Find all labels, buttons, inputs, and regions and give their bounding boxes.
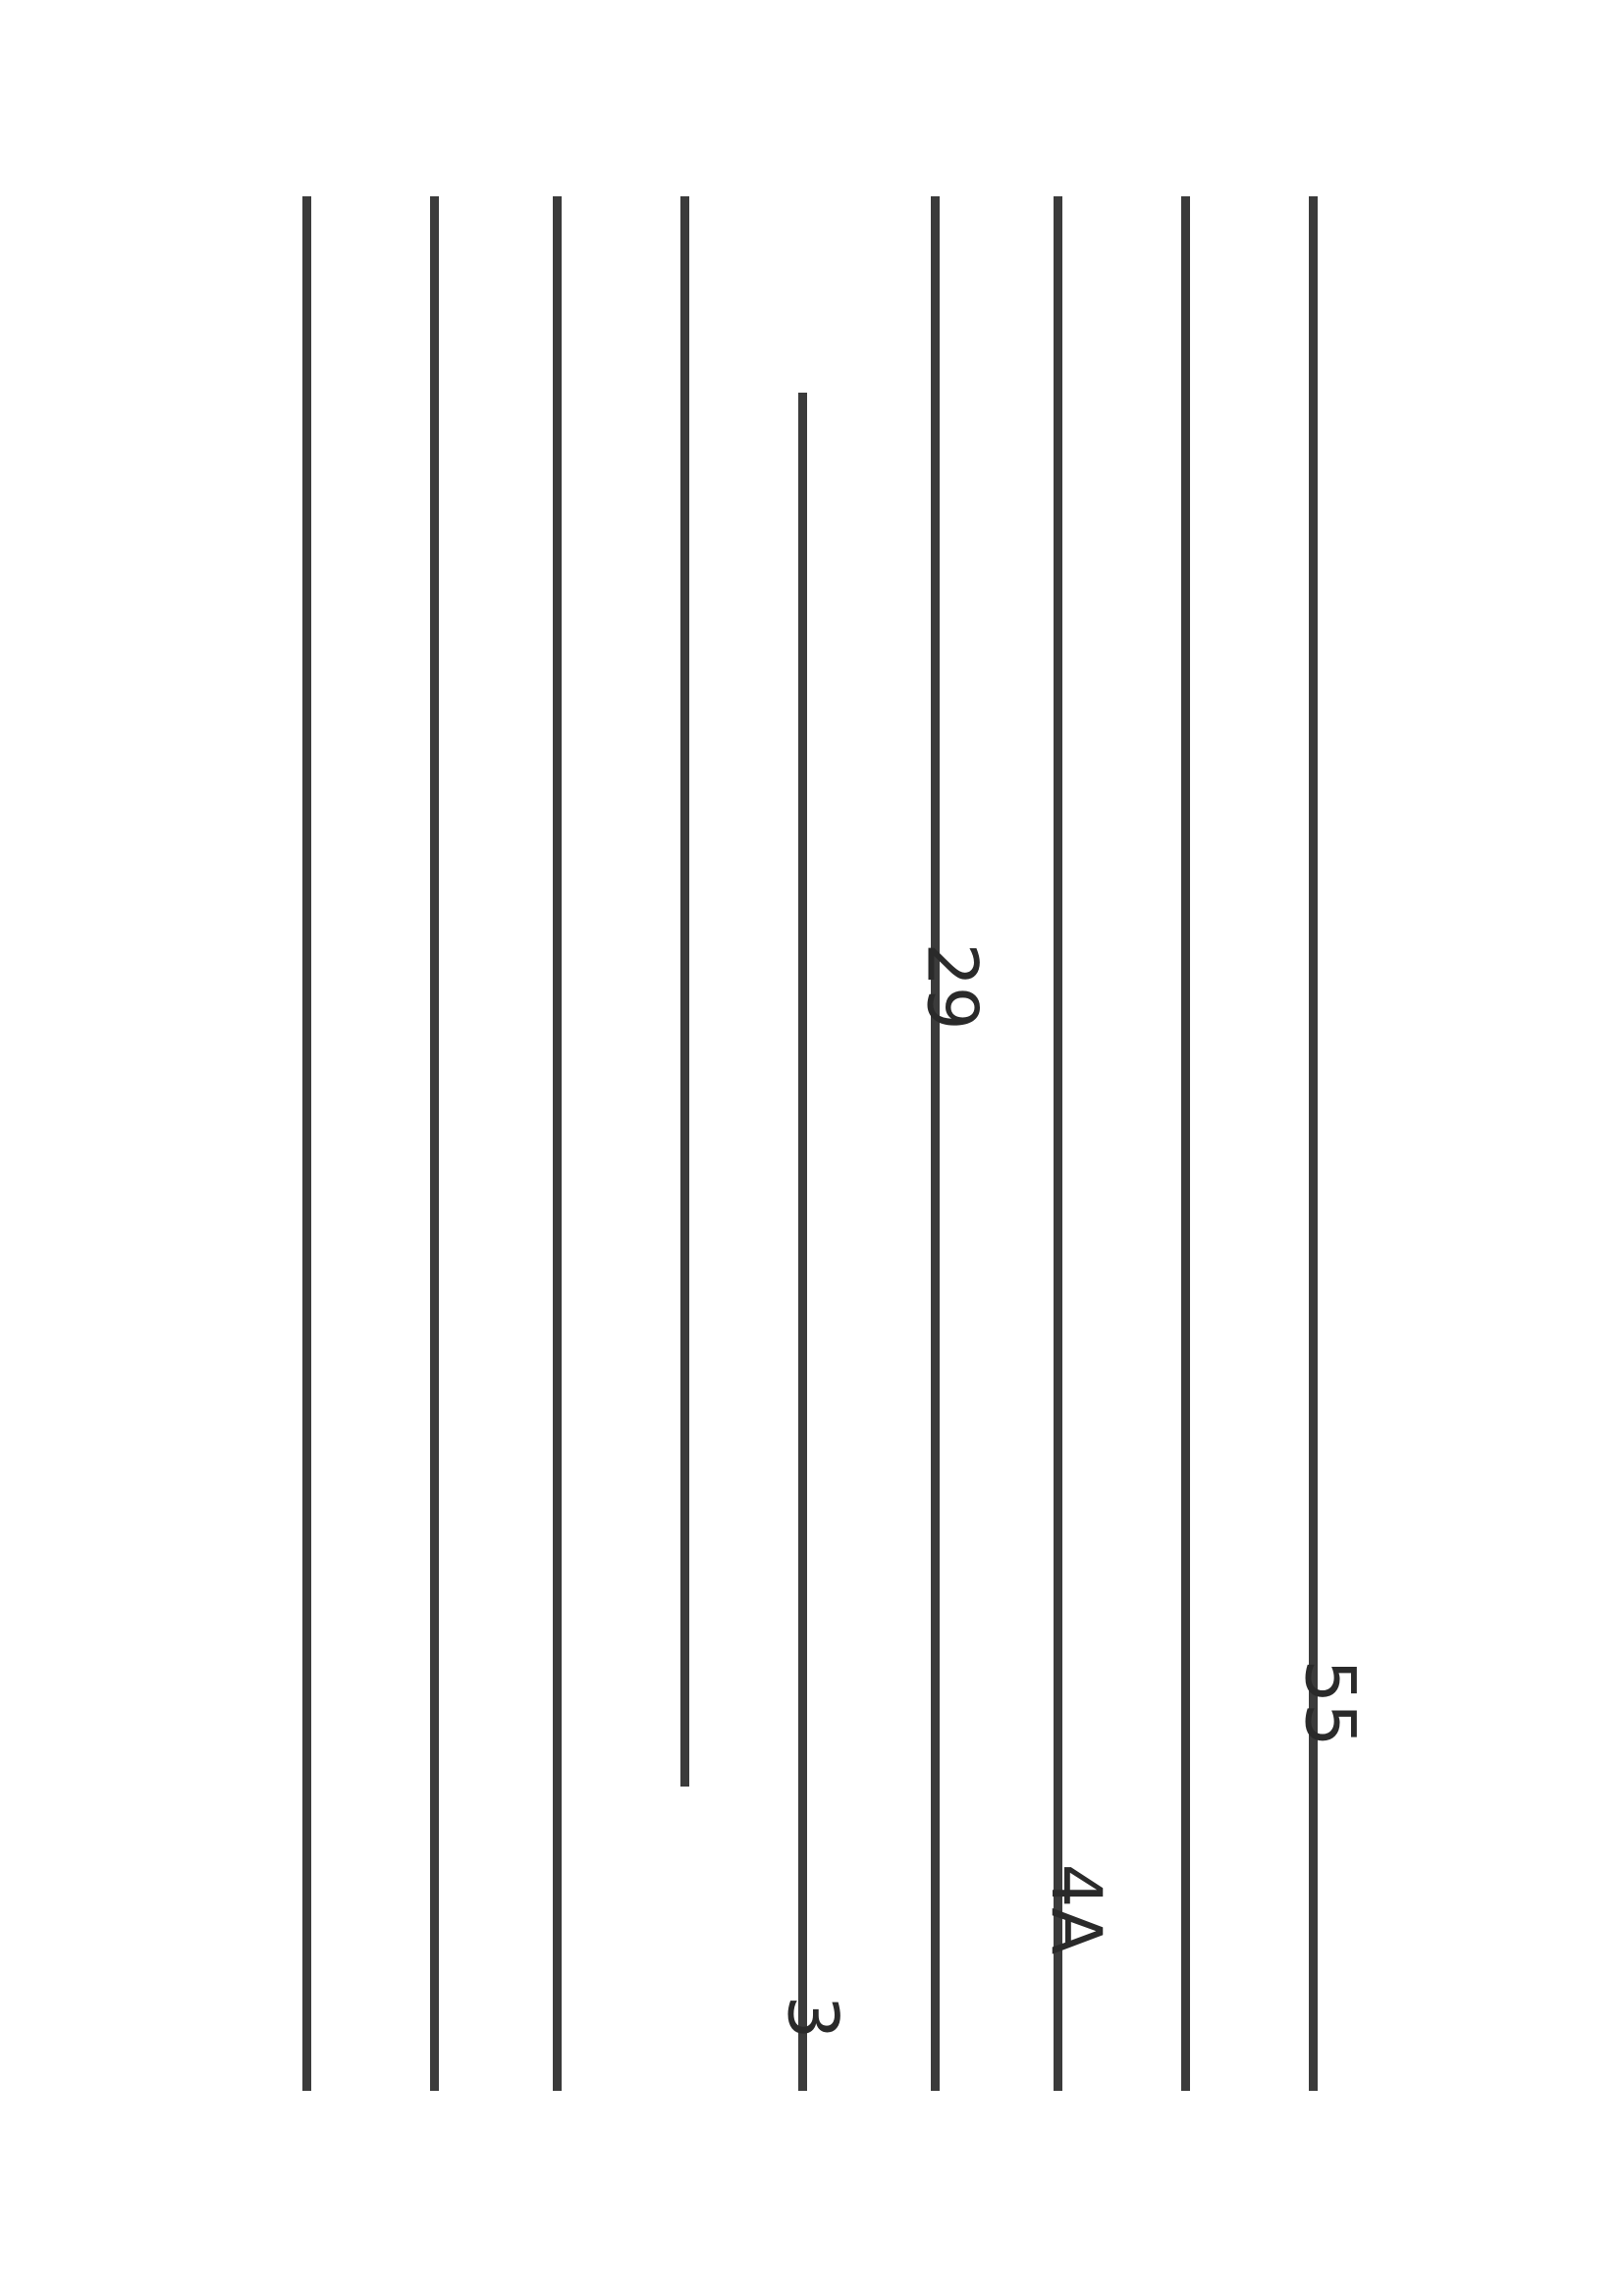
line-text (1281, 167, 1375, 2110)
line-text (903, 167, 997, 2110)
text-line-4 (903, 167, 997, 2110)
numeral-3: 3 (772, 1995, 853, 2040)
line-text (525, 167, 619, 2110)
line-text (403, 167, 496, 2110)
line-text (275, 167, 368, 2110)
text-line-7 (525, 167, 619, 2110)
text-line-3 (1026, 167, 1119, 2110)
vertical-text-block (255, 167, 1375, 2110)
numeral-29: 29 (911, 942, 993, 1031)
line-text (1026, 167, 1119, 2110)
text-line-6 (653, 167, 746, 2110)
text-line-8 (403, 167, 496, 2110)
line-text (1154, 167, 1247, 2110)
numeral-4A: 4A (1036, 1863, 1117, 1955)
text-line-9 (275, 167, 368, 2110)
text-line-2 (1154, 167, 1247, 2110)
text-line-1 (1281, 167, 1375, 2110)
numeral-55: 55 (1289, 1659, 1371, 1747)
line-text (653, 167, 746, 2110)
line-text (771, 167, 864, 2110)
text-line-5 (771, 167, 864, 2110)
